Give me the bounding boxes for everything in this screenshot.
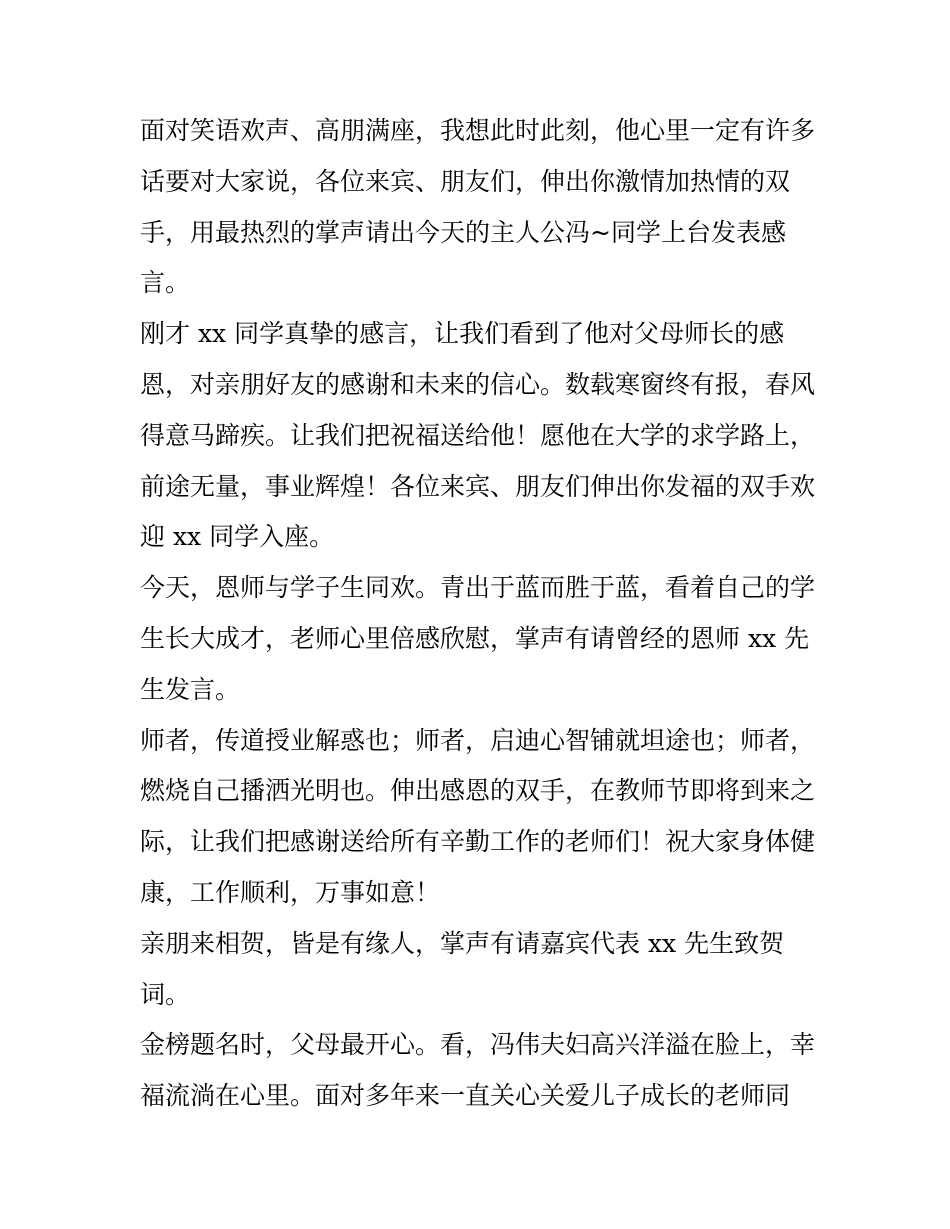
text-line: 话要对大家说，各位来宾、朋友们，伸出你激情加热情的双 [140,166,791,196]
text-line: 恩，对亲朋好友的感谢和未来的信心。数载寒窗终有报，春风 [140,369,816,399]
text-line: 生发言。 [140,674,241,704]
text-line: 手，用最热烈的掌声请出今天的主人公冯~同学上台发表感 [140,217,786,247]
text-line: 得意马蹄疾。让我们把祝福送给他！愿他在大学的求学路上， [140,420,816,450]
text-line: 福流淌在心里。面对多年来一直关心关爱儿子成长的老师同 [140,1081,791,1111]
text-line: 刚才 xx 同学真挚的感言，让我们看到了他对父母师长的感 [140,319,785,349]
text-line: 前途无量，事业辉煌！各位来宾、朋友们伸出你发福的双手欢 [140,471,816,501]
text-line: 言。 [140,268,191,298]
text-line: 生长大成才，老师心里倍感欣慰，掌声有请曾经的恩师 xx 先 [140,623,810,653]
text-line: 金榜题名时，父母最开心。看，冯伟夫妇高兴洋溢在脸上，幸 [140,1030,816,1060]
text-line: 面对笑语欢声、高朋满座，我想此时此刻，他心里一定有许多 [140,116,816,145]
text-line: 今天，恩师与学子生同欢。青出于蓝而胜于蓝，看着自己的学 [140,573,816,603]
body-text [140,106,830,1122]
text-line: 亲朋来相贺，皆是有缘人，掌声有请嘉宾代表 xx 先生致贺 [140,928,785,958]
text-line: 迎 xx 同学入座。 [140,522,335,552]
text-line: 词。 [140,979,191,1009]
text-line: 师者，传道授业解惑也；师者，启迪心智铺就坦途也；师者， [140,725,816,755]
text-line: 康，工作顺利，万事如意！ [140,877,441,907]
text-line: 燃烧自己播洒光明也。伸出感恩的双手，在教师节即将到来之 [140,776,816,806]
text-line: 际，让我们把感谢送给所有辛勤工作的老师们！祝大家身体健 [140,827,816,857]
